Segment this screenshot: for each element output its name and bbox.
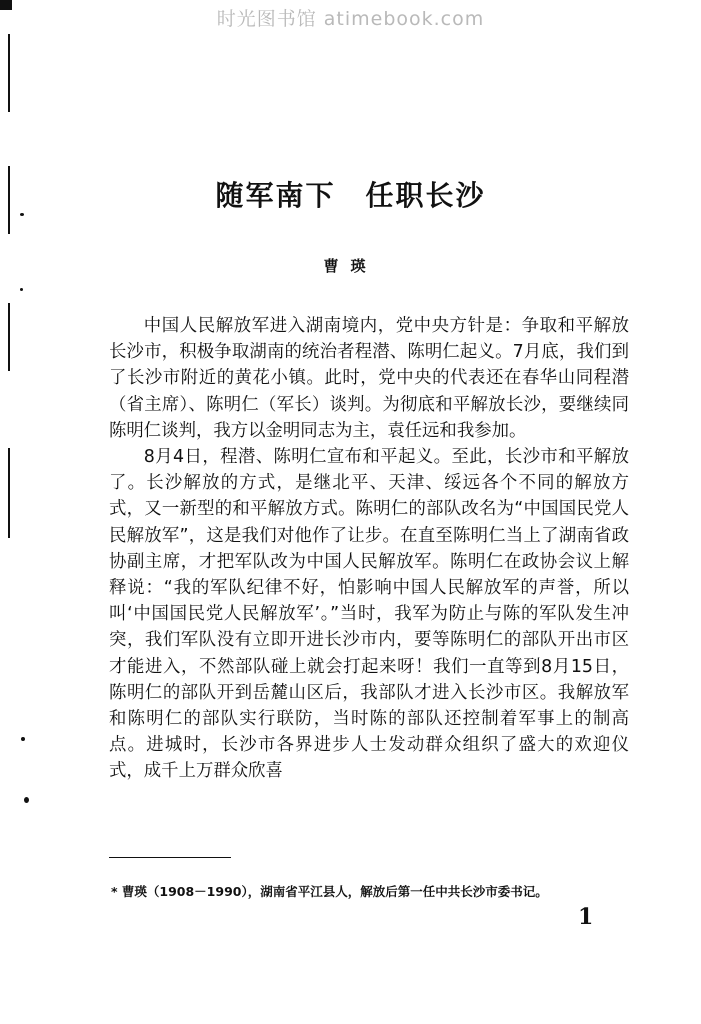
scan-corner-mark [0, 0, 12, 10]
body-text [109, 313, 629, 785]
footnote: * 曹瑛（1908－1990），湖南省平江县人，解放后第一任中共长沙市委书记。 [111, 884, 548, 899]
paragraph: 中国人民解放军进入湖南境内，党中央方针是：争取和平解放长沙市，积极争取湖南的统治者程潜、陈明仁起义。7月底，我们到了长沙市附近的黄花小镇。此时，党中央的代表还在春华山同程潜（省主席）、陈明仁（军长）谈判。为彻底和平解放长沙，要继续同陈明仁谈判，我方以金明同志为主，袁任远和我参加。 [109, 316, 629, 441]
title-part-1: 随军南下 [215, 179, 336, 212]
title-part-2: 任职长沙 [365, 179, 486, 212]
scan-edge-line [8, 448, 10, 538]
scan-edge-line [8, 303, 10, 371]
footnote-divider [109, 857, 231, 858]
author-name: 曹瑛 [323, 257, 378, 275]
scan-speck [21, 737, 25, 741]
scan-edge-line [8, 34, 10, 112]
watermark: 时光图书馆 atimebook.com [216, 8, 485, 30]
page-number: 1 [578, 904, 594, 930]
scan-speck [20, 288, 23, 291]
article-title [0, 174, 701, 214]
scan-speck [24, 797, 29, 803]
paragraph: 8月4日，程潜、陈明仁宣布和平起义。至此，长沙市和平解放了。长沙解放的方式，是继北平、天津、绥远各个不同的解放方式，又一新型的和平解放方式。陈明仁的部队改名为“中国国民党人民解放军”，这是我们对他作了让步。在直至陈明仁当上了湖南省政协副主席，才把军队改为中国人民解放军。陈明仁在政协会议上解释说：“我的军队纪律不好，怕影响中国人民解放军的声誉，所以叫‘中国国民党人民解放军’。”当时，我军为防止与陈的军队发生冲突，我们军队没有立即开进长沙市内，要等陈明仁的部队开出市区才能进入，不然部队碰上就会打起来呀！我们一直等到8月15日，陈明仁的部队开到岳麓山区后，我部队才进入长沙市区。我解放军和陈明仁的部队实行联防，当时陈的部队还控制着军事上的制高点。进城时，长沙市各界进步人士发动群众组织了盛大的欢迎仪式，成千上万群众欣喜 [109, 447, 629, 782]
